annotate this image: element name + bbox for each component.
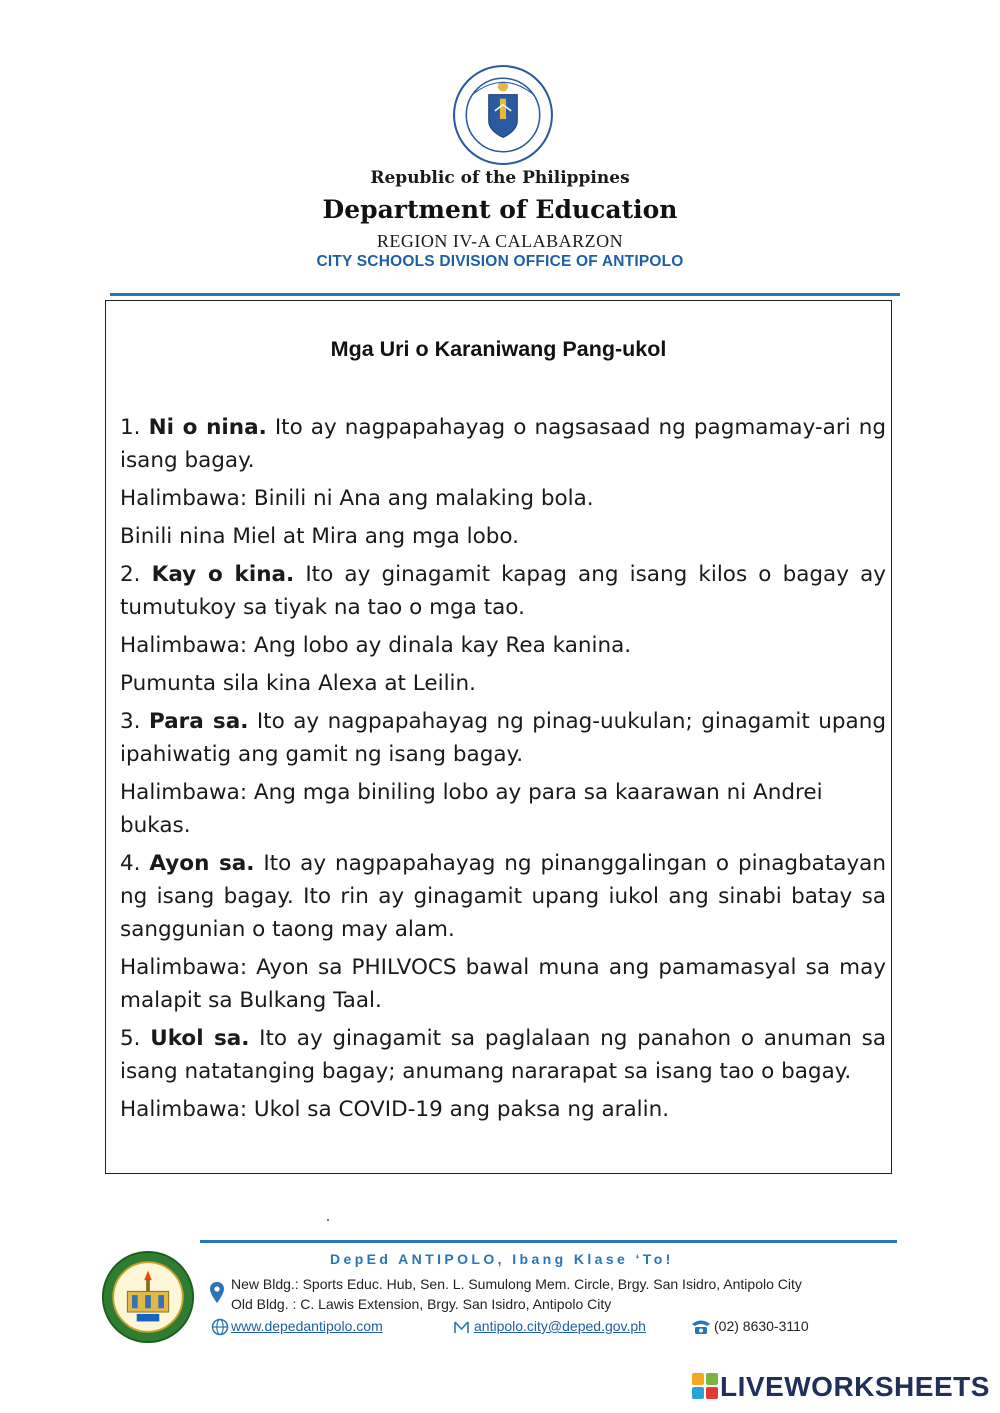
location-pin-icon [209, 1281, 225, 1305]
email-link[interactable]: antipolo.city@deped.gov.ph [474, 1318, 646, 1334]
example-line: Halimbawa: Ukol sa COVID-19 ang paksa ng aralin. [120, 1097, 670, 1122]
footer-divider [200, 1240, 897, 1243]
division-office: CITY SCHOOLS DIVISION OFFICE OF ANTIPOLO [316, 253, 684, 270]
lesson-body [120, 411, 886, 1131]
example-line: Halimbawa: Binili ni Ana ang malaking bola. [120, 486, 594, 511]
item-description: Ito ay nagpapahayag ng pinag-uukulan; ginagamit upang ipahiwatig ang gamit ng isang bagay. [120, 709, 886, 767]
definition-item [120, 705, 886, 771]
address-new-building: New Bldg.: Sports Educ. Hub, Sen. L. Sumulong Mem. Circle, Brgy. San Isidro, Antipolo City [231, 1276, 802, 1292]
lesson-box [105, 300, 892, 1174]
item-term: Ukol sa. [150, 1026, 250, 1051]
definition-item [120, 558, 886, 624]
item-number: 4. [120, 851, 141, 876]
website-link[interactable]: www.depedantipolo.com [231, 1318, 383, 1334]
stray-dot [327, 1219, 329, 1221]
address-old-building: Old Bldg. : C. Lawis Extension, Brgy. San Isidro, Antipolo City [231, 1296, 612, 1312]
globe-icon [211, 1318, 229, 1336]
example-line: Halimbawa: Ang lobo ay dinala kay Rea kanina. [120, 633, 632, 658]
item-description: Ito ay ginagamit kapag ang isang kilos o bagay ay tumutukoy sa tiyak na tao o mga tao. [120, 562, 886, 620]
phone-icon [690, 1318, 712, 1336]
item-description: Ito ay nagpapahayag o nagsasaad ng pagmamay-ari ng isang bagay. [120, 415, 886, 473]
letterhead [0, 0, 1000, 300]
header-divider [110, 293, 900, 296]
item-number: 2. [120, 562, 141, 587]
item-term: Ni o nina. [148, 415, 267, 440]
division-seal-icon [101, 1250, 195, 1344]
region-line: REGION IV-A CALABARZON [376, 231, 624, 251]
republic-line: Republic of the Philippines [370, 168, 630, 188]
phone-number: (02) 8630-3110 [714, 1318, 809, 1334]
definition-item [120, 1022, 886, 1088]
deped-seal-icon [452, 64, 554, 166]
mail-icon [453, 1318, 470, 1336]
item-term: Ayon sa. [149, 851, 255, 876]
definition-item [120, 847, 886, 946]
example-line: Pumunta sila kina Alexa at Leilin. [120, 671, 476, 696]
example-line: Halimbawa: Ayon sa PHILVOCS bawal muna ang pamamasyal sa may malapit sa Bulkang Taal. [120, 955, 886, 1013]
item-description: Ito ay nagpapahayag ng pinanggalingan o pinagbatayan ng isang bagay. Ito rin ay ginagamit upang iukol ang sinabi batay sa sanggunian o taong may alam. [120, 851, 886, 942]
footer-slogan: DepEd ANTIPOLO, Ibang Klase ‘To! [330, 1251, 674, 1267]
item-term: Para sa. [148, 709, 249, 734]
item-number: 3. [120, 709, 141, 734]
item-term: Kay o kina. [151, 562, 295, 587]
item-description: Ito ay ginagamit sa paglalaan ng panahon o anuman sa isang natatanging bagay; anumang nararapat sa isang tao o bagay. [120, 1026, 886, 1084]
department-name: Department of Education [322, 195, 678, 224]
liveworksheets-logo-icon [692, 1373, 718, 1399]
item-number: 1. [120, 415, 141, 440]
lesson-title: Mga Uri o Karaniwang Pang-ukol [330, 337, 667, 361]
item-number: 5. [120, 1026, 141, 1051]
example-line: Halimbawa: Ang mga biniling lobo ay para sa kaarawan ni Andrei bukas. [120, 780, 823, 838]
example-line: Binili nina Miel at Mira ang mga lobo. [120, 524, 519, 549]
liveworksheets-brand: LIVEWORKSHEETS [720, 1371, 990, 1402]
definition-item [120, 411, 886, 477]
